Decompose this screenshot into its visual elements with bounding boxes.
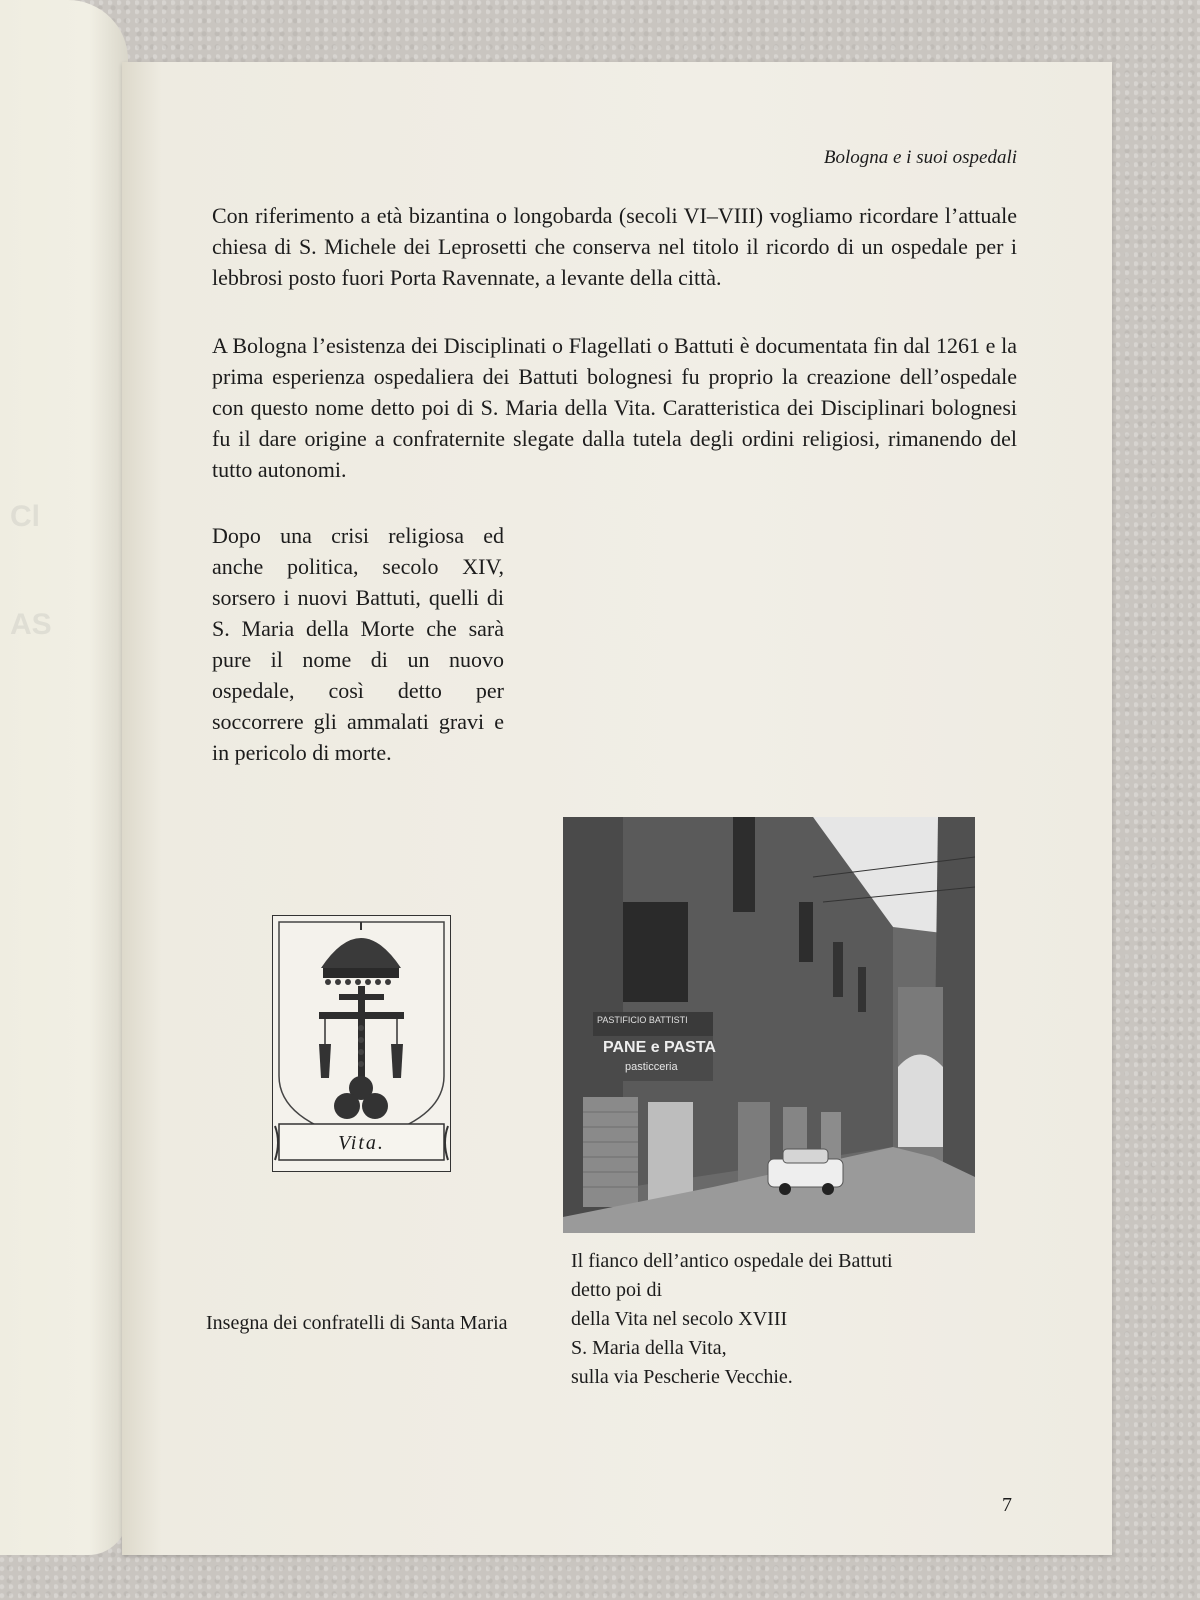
photo-caption-line: Il fianco dell’antico ospedale dei Battuti	[571, 1250, 893, 1272]
shop-sign-top: PASTIFICIO BATTISTI	[597, 1015, 688, 1025]
paragraph-1: Con riferimento a età bizantina o longobarda (secoli VI–VIII) vogliamo ricordare l’attuale chiesa di S. Michele dei Leprosetti che conserva nel titolo il ricordo di un ospedale per i lebbrosi posto fuori Porta Ravennate, a levante della città.	[212, 203, 1017, 290]
photo-caption	[571, 1247, 893, 1392]
shop-sign-main: PANE e PASTA	[603, 1039, 716, 1056]
photo-caption-line: detto poi di	[571, 1279, 663, 1301]
page-number: 7	[1002, 1494, 1012, 1516]
paragraph-3: Dopo una crisi religiosa ed anche politica, secolo XIV, sorsero i nuovi Battuti, quelli di S. Maria della Morte che sarà pure il nome di un nuovo ospedale, così detto per soccorrere gli ammalati gravi e in pericolo di morte.	[212, 523, 504, 765]
photo-caption-line: sulla via Pescherie Vecchie.	[571, 1366, 793, 1388]
shop-sign-sub: pasticceria	[625, 1061, 678, 1073]
running-head: Bologna e i suoi ospedali	[823, 147, 1017, 168]
facing-page	[0, 0, 128, 1555]
photo-caption-line: S. Maria della Vita,	[571, 1337, 727, 1359]
scroll-label: Vita.	[338, 1132, 385, 1154]
photo-caption-line: della Vita nel secolo XVIII	[571, 1308, 788, 1330]
bleed-through-mark: Cl	[10, 500, 40, 533]
emblem-caption: Insegna dei confratelli di Santa Maria	[206, 1312, 508, 1334]
coat-of-arms-image	[272, 915, 451, 1172]
bleed-through-mark: AS	[10, 608, 52, 641]
paragraph-2: A Bologna l’esistenza dei Disciplinati o Flagellati o Battuti è documentata fin dal 1261 e la prima esperienza ospedaliera dei Battuti bolognesi fu proprio la creazione dell’ospedale con questo nome detto poi di S. Maria della Vita. Caratteristica dei Disciplinari bolognesi fu il dare origine a confraternite slegate dalla tutela degli ordini religiosi, rimanendo del tutto autonomi.	[212, 333, 1017, 482]
book-page	[122, 62, 1112, 1555]
street-scene-drawing	[563, 817, 975, 1233]
street-photo	[563, 817, 975, 1233]
